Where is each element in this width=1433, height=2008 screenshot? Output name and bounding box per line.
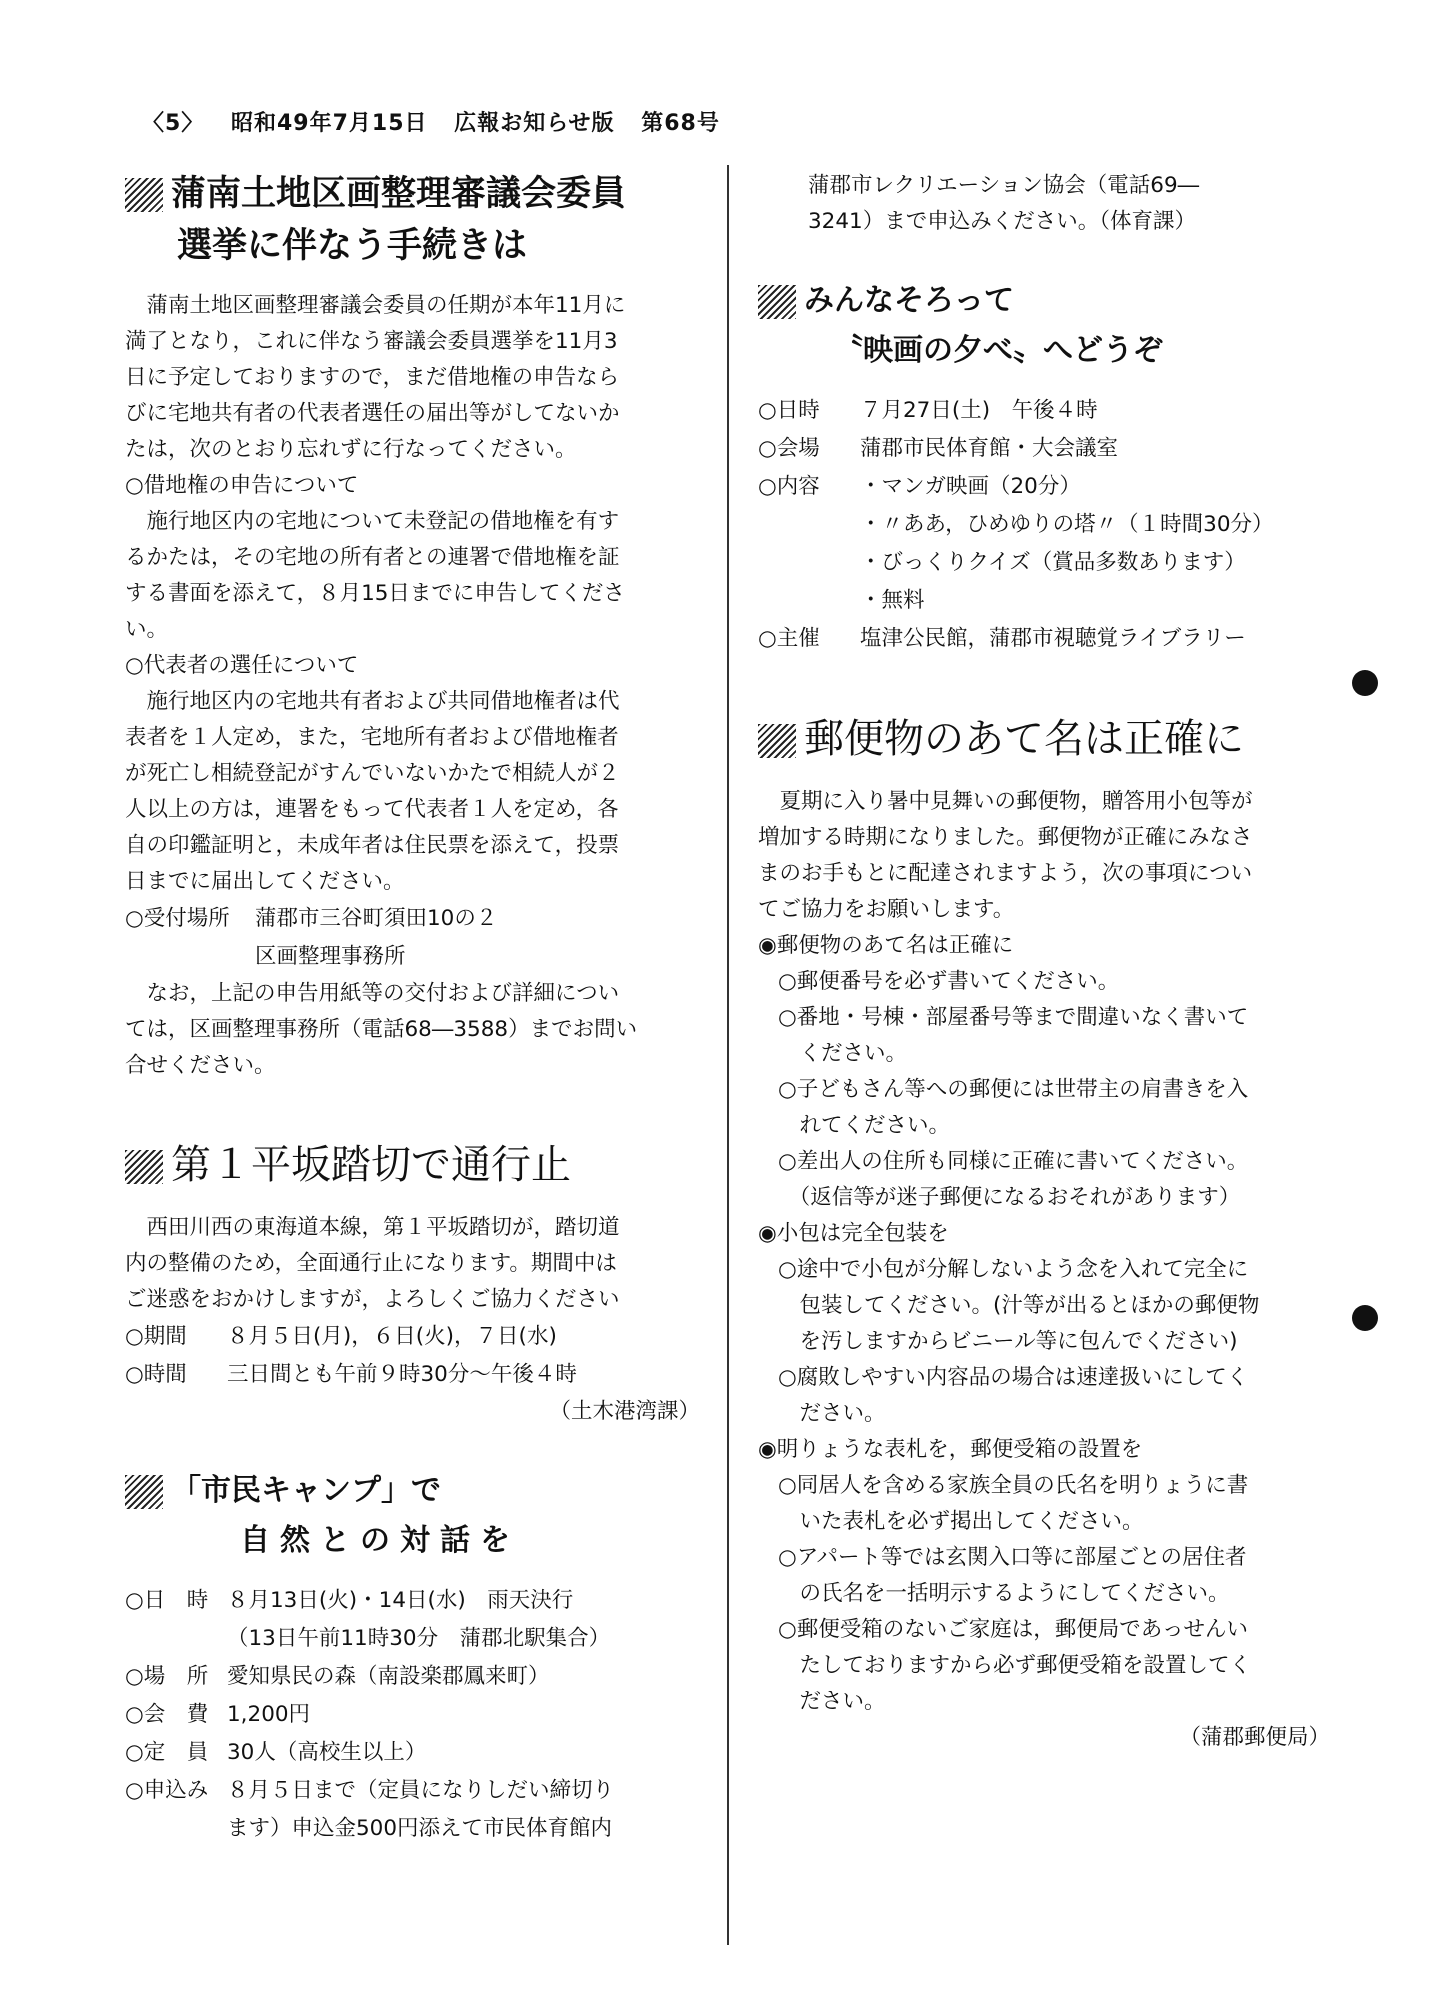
group-heading: ◉郵便物のあて名は正確に [758,933,1014,958]
article-title: 郵便物のあて名は正確に [758,710,1330,768]
publication-name: 広報お知らせ版 [454,111,615,136]
info-row: ます）申込金500円添えて市民体育館内 [227,1816,613,1841]
group-heading: ◉小包は完全包装を [758,1221,949,1246]
reception-place: ○受付場所 蒲郡市三谷町須田10の２ [125,906,498,931]
section-body: 施行地区内の宅地共有者および共同借地権者は代 表者を１人定め，また，宅地所有者および借地権者 が死亡し相続登記がすんでいないかたで相続人が２ 人以上の方は，連署をもって代表者１人を定め，各 自の印鑑証明と，未成年者は住民票を添えて，投票 日までに届出してください。 [125,689,620,894]
info-row: ○日 時 ８月13日(火)・14日(水) 雨天決行 [125,1588,574,1613]
section-heading: ○借地権の申告について [125,473,359,498]
group-items: ○同居人を含める家族全員の氏名を明りょうに書 いた表札を必ず掲出してください。 ○アパート等では玄関入口等に部屋ごとの居住者 の氏名を一括明示するようにしてください。 ○郵便受箱のないご家庭は，郵便局であっせんい たしておりますから必ず郵便受箱を設置してく ださい。 [778,1473,1252,1714]
issue-date: 昭和49年7月15日 [230,111,428,136]
issue-number: 第68号 [641,111,720,136]
article-title: 第１平坂踏切で通行止 [125,1136,700,1194]
closure-time: ○時間 三日間とも午前９時30分～午後４時 [125,1362,577,1387]
info-row: ○申込み ８月５日まで（定員になりしだい締切り [125,1778,615,1803]
hatch-icon [125,178,163,212]
article-intro: 夏期に入り暑中見舞いの郵便物，贈答用小包等が 増加する時期になりました。郵便物が正確にみなさ まのお手もとに配達されますよう，次の事項につい てご協力をお願いします。 [758,789,1253,922]
article-title: 蒲南土地区画整理審議会委員 [125,168,700,220]
hatch-icon [125,1475,163,1509]
info-row: ○定 員 30人（高校生以上） [125,1740,427,1765]
group-items: ○途中で小包が分解しないよう念を入れて完全に 包装してください。(汁等が出るとほかの郵便物 を汚しますからビニール等に包んでください) ○腐敗しやすい内容品の場合は速達扱いにしてく ださい。 [778,1257,1260,1426]
group-heading: ◉明りょうな表札を，郵便受箱の設置を [758,1437,1143,1462]
article-railroad-closure: 第１平坂踏切で通行止 西田川西の東海道本線，第１平坂踏切が，踏切道 内の整備のため，全面通行止になります。期間中は ご迷惑をおかけしますが，よろしくご協力ください ○期間 ８月５日(月)，６日(火)，７日(水) ○時間 三日間とも午前９時30分～午後４時 （土木港湾課） [125,1136,700,1430]
section-body: 施行地区内の宅地について未登記の借地権を有す るかたは，その宅地の所有者との連署で借地権を証 する書面を添えて，８月15日までに申告してくださ い。 [125,509,625,642]
camp-continuation: 蒲郡市レクリエーション協会（電話69― 3241）まで申込みください。（体育課） [808,173,1200,234]
info-row: ・びっくりクイズ（賞品多数あります） [860,550,1246,575]
article-title-line2: 自然との対話を [240,1523,520,1558]
right-column [758,168,1330,1756]
article-title-line2: 選挙に伴なう手続きは [177,226,528,266]
closing-text: なお，上記の申告用紙等の交付および詳細につい ては，区画整理事務所（電話68―3588）までお問い 合せください。 [125,981,638,1078]
left-column [125,168,700,1848]
article-intro: 蒲南土地区画整理審議会委員の任期が本年11月に 満了となり，これに伴なう審議会委員選挙を11月3 日に予定しておりますので，まだ借地権の申告なら びに宅地共有者の代表者選任の届出等がしてないか たは，次のとおり忘れずに行なってください。 [125,293,626,462]
closure-period: ○期間 ８月５日(月)，６日(火)，７日(水) [125,1324,557,1349]
column-divider [727,165,729,1945]
section-heading: ○代表者の選任について [125,653,359,678]
info-row: ・〃ああ，ひめゆりの塔〃（１時間30分） [860,512,1274,537]
info-row: （13日午前11時30分 蒲郡北駅集合） [227,1626,611,1651]
article-citizen-camp [125,1466,700,1848]
article-title: みんなそろって [758,276,1330,326]
department-credit: （土木港湾課） [549,1399,700,1424]
info-row: ・無料 [860,588,925,613]
article-title-line2: 〝映画の夕べ〟へどうぞ [833,333,1163,368]
info-row: ○会 費 1,200円 [125,1702,311,1727]
info-row: ○会場 蒲郡市民体育館・大会議室 [758,436,1119,461]
binding-hole-mark [1352,670,1378,696]
article-movie-evening [758,276,1330,658]
article-postal-address [758,710,1330,1756]
hatch-icon [758,285,796,319]
info-row: ○場 所 愛知県民の森（南設楽郡鳳来町） [125,1664,550,1689]
group-items: ○郵便番号を必ず書いてください。 ○番地・号棟・部屋番号等まで間違いなく書いて ください。 ○子どもさん等への郵便には世帯主の肩書きを入 れてください。 ○差出人の住所も同様に正確に書いてください。 （返信等が迷子郵便になるおそれがあります） [778,969,1249,1210]
department-credit: （蒲郡郵便局） [1179,1725,1330,1750]
binding-hole-mark [1352,1305,1378,1331]
article-land-readjustment: 蒲南土地区画整理審議会委員 選挙に伴なう手続きは 蒲南土地区画整理審議会委員の任期が本年11月に 満了となり，これに伴なう審議会委員選挙を11月3 日に予定しておりますので，まだ借地権の申告なら びに宅地共有者の代表者選任の届出等がしてないか たは，次のとおり忘れずに行なってください。 ○借地権の申告について 施行地区内の宅地について未登記の借地権を有す るかたは，その宅地の所有者との連署で借地権を証 する書面を添えて，８月15日までに申告してくださ い。 ○代表者の選任について 施行地区内の宅地共有者および共同借地権者は代 表者を１人定め，また，宅地所有者および借地権者 が死亡し相続登記がすんでいないかたで相続人が２ 人以上の方は，連署をもって代表者１人を定め，各 自の印鑑証明と，未成年者は住民票を添えて，投票 日までに届出してください。 ○受付場所 蒲郡市三谷町須田10の２ 区画整理事務所 なお，上記の申告用紙等の交付および詳細につい ては，区画整理事務所（電話68―3588）までお問い 合せください。 [125,168,700,1084]
hatch-icon [125,1150,163,1184]
page-number: 〈5〉 [142,111,205,136]
article-title: 「市民キャンプ」で [125,1466,700,1516]
info-row: ○内容 ・マンガ映画（20分） [758,474,1081,499]
hatch-icon [758,724,796,758]
info-row: ○日時 ７月27日(土) 午後４時 [758,398,1098,423]
info-row: ○主催 塩津公民館，蒲郡市視聴覚ライブラリー [758,626,1246,651]
page-header [142,106,738,137]
